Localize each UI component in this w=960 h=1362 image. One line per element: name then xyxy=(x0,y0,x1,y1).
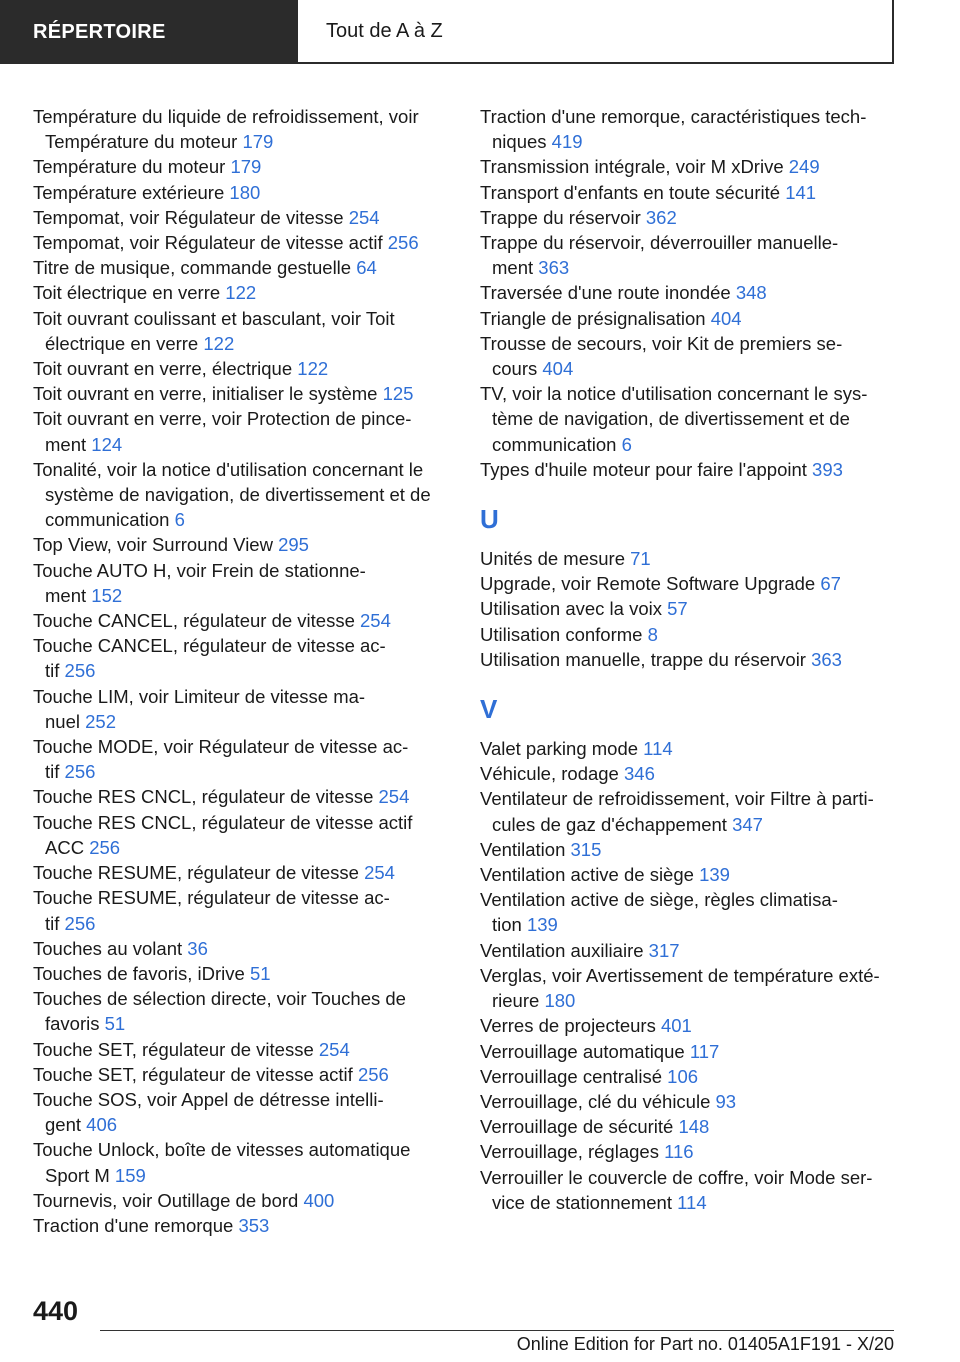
entry-text: Toit ouvrant en verre, initialiser le système xyxy=(33,383,378,405)
entry-text: Touche RES CNCL, régulateur de vitesse xyxy=(33,786,374,808)
index-entry xyxy=(480,963,900,1013)
entry-text: cours xyxy=(492,358,538,380)
index-entry xyxy=(33,608,447,633)
index-entry xyxy=(33,230,447,255)
entry-text: Touche RES CNCL, régulateur de vitesse actif xyxy=(33,811,413,833)
entry-text: Touche CANCEL, régulateur de vitesse xyxy=(33,610,355,632)
index-entry xyxy=(480,887,900,937)
index-column-right xyxy=(480,104,900,1215)
entry-text: Touches au volant xyxy=(33,937,183,959)
entry-text: Toit ouvrant en verre, voir Protection de pince- xyxy=(33,408,412,430)
index-column-left xyxy=(33,104,447,1238)
entry-text: Touche LIM, voir Limiteur de vitesse ma- xyxy=(33,685,366,707)
index-entry xyxy=(33,961,447,986)
index-entry xyxy=(33,154,447,179)
entry-text: Température du moteur xyxy=(45,131,238,153)
page-link[interactable]: 117 xyxy=(689,1040,720,1062)
entry-text: Toit ouvrant coulissant et basculant, voir Toit xyxy=(33,307,395,329)
index-entry xyxy=(480,647,900,672)
index-entry xyxy=(33,180,447,205)
index-entry xyxy=(480,457,900,482)
index-entry xyxy=(33,633,447,683)
entry-text: Traction d'une remorque, caractéristiques tech- xyxy=(480,106,867,127)
index-entry xyxy=(33,306,447,356)
index-entry xyxy=(480,571,900,596)
entry-text: nuel xyxy=(45,710,80,732)
page-link[interactable]: 180 xyxy=(544,990,576,1012)
entry-text: Ventilateur de refroidissement, voir Filtre à parti- xyxy=(480,788,874,810)
entry-text: système de navigation, de divertissement et de xyxy=(45,484,431,506)
page-link[interactable]: 6 xyxy=(621,433,632,455)
index-entry xyxy=(33,860,447,885)
index-entry xyxy=(33,1137,447,1187)
index-entry xyxy=(33,104,447,154)
index-entry xyxy=(33,1188,447,1213)
entry-text: Tempomat, voir Régulateur de vitesse actif xyxy=(33,232,383,254)
page-link[interactable]: 8 xyxy=(647,623,658,645)
page-link[interactable]: 404 xyxy=(542,358,574,380)
entry-text: Tournevis, voir Outillage de bord xyxy=(33,1189,299,1211)
index-entry xyxy=(33,280,447,305)
index-entry xyxy=(480,1089,900,1114)
index-entry xyxy=(480,1165,900,1215)
index-entry xyxy=(480,1064,900,1089)
index-entry xyxy=(480,104,900,154)
entry-text: Top View, voir Surround View xyxy=(33,534,273,556)
page-link[interactable]: 122 xyxy=(225,282,257,304)
entry-text: Touche RESUME, régulateur de vitesse ac- xyxy=(33,887,390,909)
index-entry xyxy=(33,255,447,280)
index-entry xyxy=(480,381,900,457)
page-link[interactable]: 317 xyxy=(648,939,680,961)
entry-text: tème de navigation, de divertissement et de xyxy=(492,408,850,430)
entry-text: gent xyxy=(45,1114,82,1136)
index-entry xyxy=(480,306,900,331)
entry-text: tif xyxy=(45,761,60,783)
index-entry xyxy=(33,1087,447,1137)
index-entry xyxy=(33,986,447,1036)
page-link[interactable]: 51 xyxy=(249,962,271,984)
page-link[interactable]: 393 xyxy=(812,458,843,480)
entry-text: ment xyxy=(492,257,534,279)
entry-text: électrique en verre xyxy=(45,332,199,354)
letter-heading: V xyxy=(480,694,498,725)
index-entry xyxy=(33,885,447,935)
page-link[interactable]: 406 xyxy=(86,1114,118,1136)
entry-text: Verrouillage, réglages xyxy=(480,1141,659,1163)
entry-text: Toit électrique en verre xyxy=(33,282,221,304)
index-entry xyxy=(480,1114,900,1139)
entry-text: Trousse de secours, voir Kit de premiers se- xyxy=(480,332,843,354)
page-link[interactable]: 122 xyxy=(297,358,329,380)
entry-text: TV, voir la notice d'utilisation concernant le sys- xyxy=(480,383,868,405)
entry-text: Toit ouvrant en verre, électrique xyxy=(33,358,293,380)
page-link[interactable]: 346 xyxy=(624,763,655,785)
page-link[interactable]: 347 xyxy=(732,813,763,835)
page-link[interactable]: 6 xyxy=(174,509,185,531)
page-link[interactable]: 256 xyxy=(89,836,121,858)
entry-text: Verrouillage, clé du véhicule xyxy=(480,1090,711,1112)
page-link[interactable]: 256 xyxy=(64,761,96,783)
index-entry xyxy=(480,596,900,621)
entry-text: Température extérieure xyxy=(33,181,225,203)
index-entry xyxy=(33,936,447,961)
index-entry xyxy=(33,784,447,809)
entry-text: Touche SET, régulateur de vitesse actif xyxy=(33,1063,353,1085)
page-link[interactable]: 256 xyxy=(64,912,96,934)
entry-text: Trappe du réservoir xyxy=(480,206,641,228)
entry-text: tif xyxy=(45,660,60,682)
entry-text: ment xyxy=(45,433,87,455)
page-link[interactable]: 159 xyxy=(114,1164,146,1186)
entry-text: Titre de musique, commande gestuelle xyxy=(33,257,352,279)
index-entry xyxy=(480,280,900,305)
page-link[interactable]: 114 xyxy=(643,738,673,760)
entry-text: Traversée d'une route inondée xyxy=(480,282,731,304)
page-link[interactable]: 71 xyxy=(630,548,651,570)
entry-text: Véhicule, rodage xyxy=(480,763,619,785)
page-link[interactable]: 93 xyxy=(715,1090,737,1112)
index-entry xyxy=(33,734,447,784)
index-entry xyxy=(33,406,447,456)
entry-text: Ventilation auxiliaire xyxy=(480,939,644,961)
index-entry xyxy=(480,546,900,571)
page-link[interactable]: 295 xyxy=(278,534,309,556)
entry-text: tion xyxy=(492,914,522,936)
index-entry xyxy=(33,457,447,533)
page-link[interactable]: 400 xyxy=(303,1189,335,1211)
page-link[interactable]: 256 xyxy=(64,660,96,682)
page-link[interactable]: 148 xyxy=(678,1116,710,1138)
page-link[interactable]: 114 xyxy=(677,1191,707,1213)
page-number: 440 xyxy=(33,1296,79,1326)
entry-text: Touche CANCEL, régulateur de vitesse ac- xyxy=(33,635,386,657)
index-entry xyxy=(480,938,900,963)
page-link[interactable]: 152 xyxy=(91,584,123,606)
index-entry xyxy=(33,205,447,230)
entry-text: Verrouillage de sécurité xyxy=(480,1116,674,1138)
index-entry xyxy=(33,1037,447,1062)
page-link[interactable]: 404 xyxy=(710,307,742,329)
index-entry xyxy=(33,1213,447,1238)
footer-divider xyxy=(100,1330,894,1331)
page-link[interactable]: 401 xyxy=(660,1015,692,1037)
section-tab: RÉPERTOIRE xyxy=(0,0,298,64)
entry-text: Touche MODE, voir Régulateur de vitesse ac- xyxy=(33,736,409,758)
entry-text: Sport M xyxy=(45,1164,110,1186)
entry-text: Température du moteur xyxy=(33,156,226,178)
entry-text: communication xyxy=(45,509,170,531)
entry-text: Utilisation avec la voix xyxy=(480,598,662,620)
index-entry xyxy=(480,1039,900,1064)
index-entry xyxy=(480,154,900,179)
index-entry xyxy=(480,837,900,862)
index-entry xyxy=(33,558,447,608)
entry-text: Touches de sélection directe, voir Touches de xyxy=(33,988,406,1010)
page-header xyxy=(0,0,960,66)
page-link[interactable]: 249 xyxy=(788,156,820,178)
entry-text: Triangle de présignalisation xyxy=(480,307,706,329)
edition-note: Online Edition for Part no. 01405A1F191 - X/20 xyxy=(516,1334,894,1354)
entry-text: Tempomat, voir Régulateur de vitesse xyxy=(33,206,344,228)
page-link[interactable]: 139 xyxy=(699,864,730,886)
entry-text: Verrouiller le couvercle de coffre, voir Mode ser- xyxy=(480,1166,873,1188)
page-link[interactable]: 125 xyxy=(382,383,414,405)
page-link[interactable]: 419 xyxy=(551,131,583,153)
entry-text: ment xyxy=(45,584,87,606)
page-link[interactable]: 315 xyxy=(570,838,602,860)
index-entry xyxy=(480,230,900,280)
index-entry xyxy=(480,1013,900,1038)
page-link[interactable]: 122 xyxy=(203,332,235,354)
page-link[interactable]: 124 xyxy=(91,433,123,455)
index-entry xyxy=(33,684,447,734)
entry-text: Upgrade, voir Remote Software Upgrade xyxy=(480,573,816,595)
entry-text: ACC xyxy=(45,836,85,858)
entry-text: Transmission intégrale, voir M xDrive xyxy=(480,156,784,178)
page-link[interactable]: 353 xyxy=(238,1214,270,1236)
page-link[interactable]: 64 xyxy=(356,257,377,279)
page-link[interactable]: 57 xyxy=(667,598,688,620)
entry-text: Ventilation active de siège, règles climatisa- xyxy=(480,889,838,911)
page-link[interactable]: 348 xyxy=(735,282,767,304)
index-entry xyxy=(33,810,447,860)
page-link[interactable]: 36 xyxy=(187,937,208,959)
page-link[interactable]: 51 xyxy=(104,1013,126,1035)
index-entry xyxy=(480,761,900,786)
entry-text: Types d'huile moteur pour faire l'appoint xyxy=(480,458,807,480)
index-entry xyxy=(480,736,900,761)
entry-text: vice de stationnement xyxy=(492,1191,672,1213)
page-link[interactable]: 179 xyxy=(242,131,274,153)
letter-heading: U xyxy=(480,504,499,535)
entry-text: Touche Unlock, boîte de vitesses automatique xyxy=(33,1139,411,1161)
entry-text: Touches de favoris, iDrive xyxy=(33,962,245,984)
entry-text: Température du liquide de refroidissement, voir xyxy=(33,106,419,127)
entry-text: Valet parking mode xyxy=(480,738,639,760)
index-entry xyxy=(33,381,447,406)
page-link[interactable]: 254 xyxy=(318,1038,350,1060)
entry-text: Unités de mesure xyxy=(480,548,625,570)
index-entry xyxy=(480,331,900,381)
entry-text: Traction d'une remorque xyxy=(33,1214,234,1236)
entry-text: Touche SOS, voir Appel de détresse intelli- xyxy=(33,1088,384,1110)
page-link[interactable]: 116 xyxy=(664,1141,694,1163)
entry-text: Transport d'enfants en toute sécurité xyxy=(480,181,781,203)
entry-text: communication xyxy=(492,433,617,455)
entry-text: Ventilation active de siège xyxy=(480,864,694,886)
header-divider xyxy=(298,62,310,64)
entry-text: Verrouillage centralisé xyxy=(480,1065,663,1087)
entry-text: Touche RESUME, régulateur de vitesse xyxy=(33,862,359,884)
index-entry xyxy=(33,532,447,557)
page-link[interactable]: 254 xyxy=(364,862,395,884)
page-link[interactable]: 256 xyxy=(387,232,419,254)
index-entry xyxy=(480,622,900,647)
page-link[interactable]: 363 xyxy=(811,648,842,670)
index-entry xyxy=(480,786,900,836)
index-entry xyxy=(480,862,900,887)
entry-text: Verrouillage automatique xyxy=(480,1040,685,1062)
entry-text: Touche SET, régulateur de vitesse xyxy=(33,1038,314,1060)
page-link[interactable]: 139 xyxy=(526,914,558,936)
index-entry xyxy=(480,1139,900,1164)
page-link[interactable]: 256 xyxy=(357,1063,389,1085)
page-link[interactable]: 179 xyxy=(230,156,262,178)
index-entry xyxy=(33,356,447,381)
entry-text: Utilisation conforme xyxy=(480,623,643,645)
page-link[interactable]: 252 xyxy=(85,710,116,732)
page-link[interactable]: 106 xyxy=(667,1065,699,1087)
entry-text: Touche AUTO H, voir Frein de stationne- xyxy=(33,559,366,581)
page-link[interactable]: 180 xyxy=(229,181,261,203)
subsection-title: Tout de A à Z xyxy=(310,0,894,64)
index-entry xyxy=(33,1062,447,1087)
index-entry xyxy=(480,205,900,230)
entry-text: Tonalité, voir la notice d'utilisation concernant le xyxy=(33,458,424,480)
entry-text: Verglas, voir Avertissement de température exté- xyxy=(480,964,880,986)
entry-text: cules de gaz d'échappement xyxy=(492,813,727,835)
entry-text: tif xyxy=(45,912,60,934)
page-link[interactable]: 254 xyxy=(378,786,410,808)
entry-text: Utilisation manuelle, trappe du réservoir xyxy=(480,648,806,670)
entry-text: niques xyxy=(492,131,547,153)
entry-text: Verres de projecteurs xyxy=(480,1015,656,1037)
entry-text: favoris xyxy=(45,1013,100,1035)
page-link[interactable]: 362 xyxy=(645,206,677,228)
page-link[interactable]: 67 xyxy=(820,573,841,595)
page-link[interactable]: 254 xyxy=(348,206,380,228)
entry-text: Trappe du réservoir, déverrouiller manuelle- xyxy=(480,232,839,254)
entry-text: rieure xyxy=(492,990,540,1012)
page-link[interactable]: 254 xyxy=(360,610,391,632)
page-link[interactable]: 363 xyxy=(538,257,570,279)
index-entry xyxy=(480,180,900,205)
page-link[interactable]: 141 xyxy=(785,181,817,203)
entry-text: Ventilation xyxy=(480,838,566,860)
